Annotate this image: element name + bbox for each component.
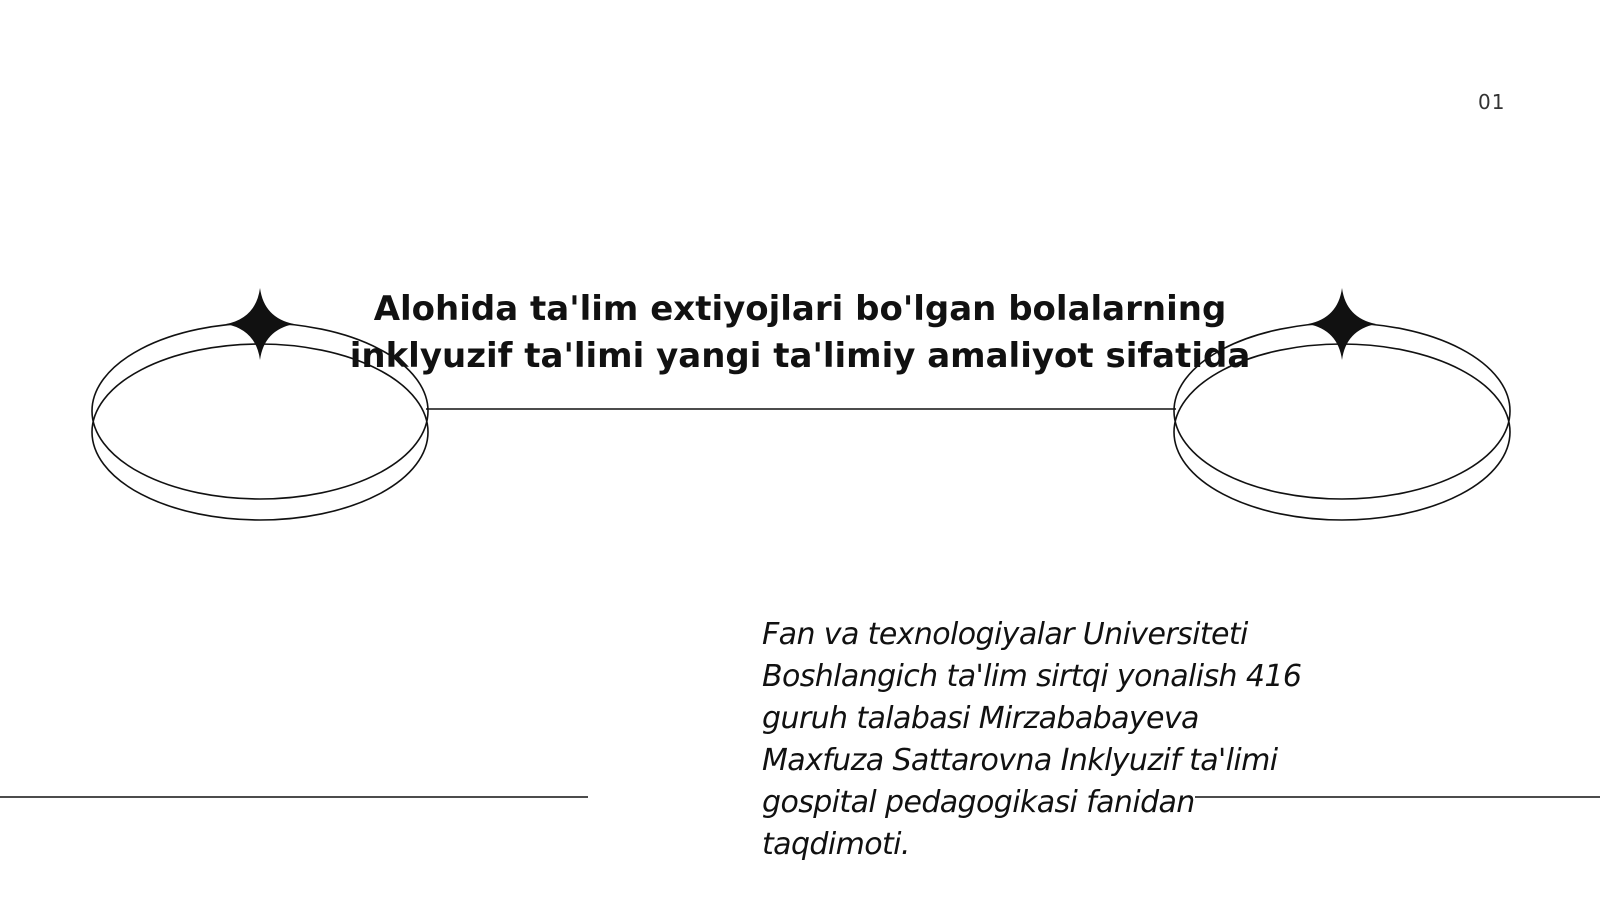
caption-line: taqdimoti. [762, 827, 910, 862]
caption-line: gospital pedagogikasi fanidan [762, 785, 1195, 820]
caption-line: guruh talabasi Mirzababayeva [762, 701, 1199, 736]
author-caption [762, 614, 1382, 866]
slide-title [320, 286, 1280, 380]
caption-line: Maxfuza Sattarovna Inklyuzif ta'limi [762, 743, 1278, 778]
caption-line: Boshlangich ta'lim sirtqi yonalish 416 [762, 659, 1302, 694]
page-number: 01 [1478, 90, 1506, 114]
slide-title-line: Alohida ta'lim extiyojlari bo'lgan bolalarning [373, 289, 1227, 329]
caption-line: Fan va texnologiyalar Universiteti [762, 617, 1248, 652]
four-point-star-icon [226, 288, 294, 360]
slide-title-line: inklyuzif ta'limi yangi ta'limiy amaliyot sifatida [349, 336, 1251, 376]
four-point-star-icon [1308, 288, 1376, 360]
